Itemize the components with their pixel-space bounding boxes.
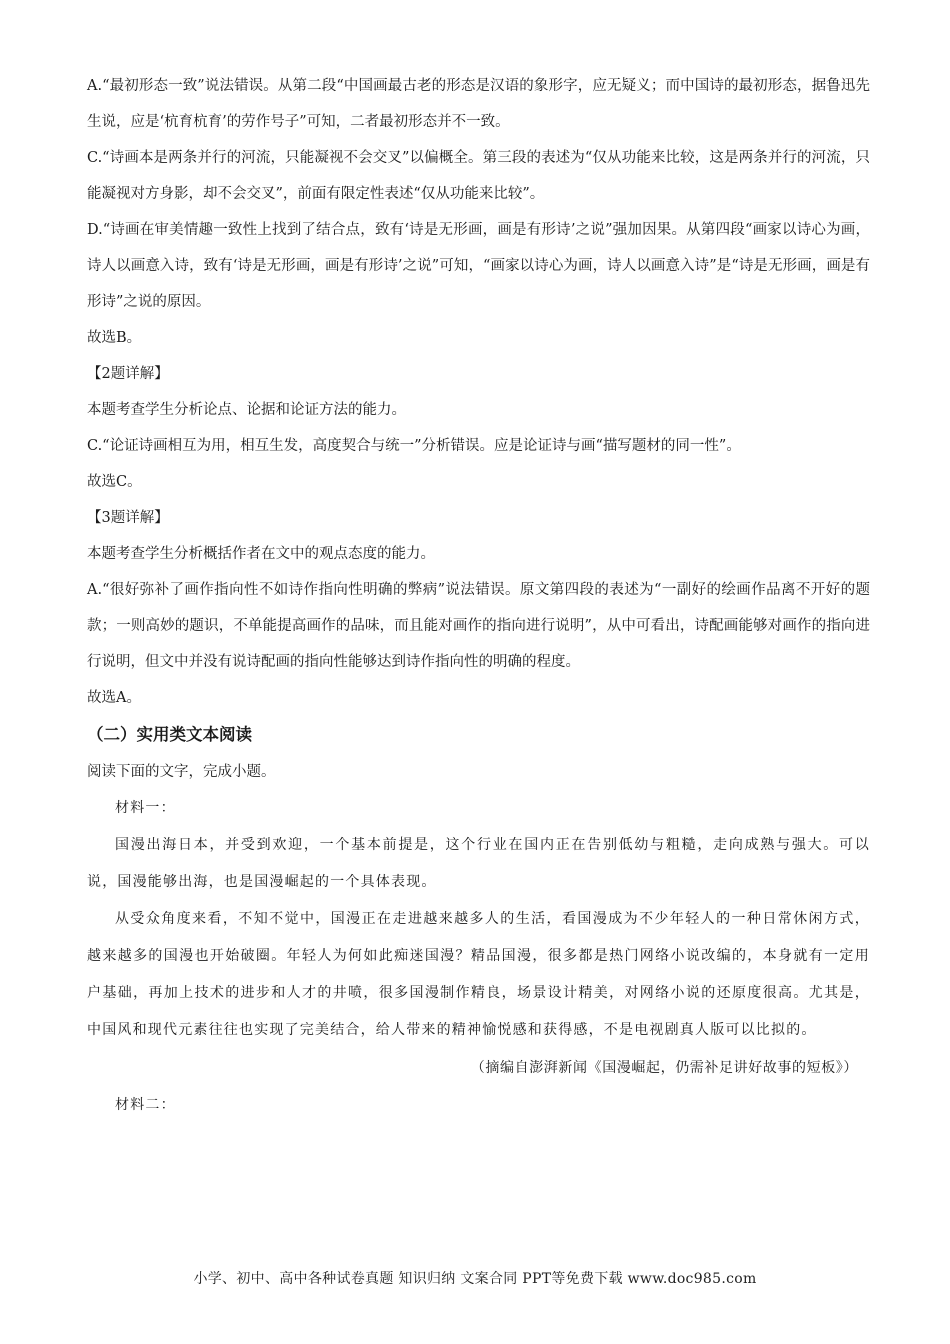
material-1-paragraph-1: 国漫出海日本，并受到欢迎，一个基本前提是，这个行业在国内正在告别低幼与粗糙，走向成熟与强大。可以说，国漫能够出海，也是国漫崛起的一个具体表现。 — [87, 837, 870, 890]
heading-q3-detail: 【3题详解】 — [87, 510, 169, 526]
material-1-source: （摘编自澎湃新闻《国漫崛起，仍需补足讲好故事的短板》） — [470, 1060, 858, 1076]
section-title: （二）实用类文本阅读 — [87, 725, 252, 744]
material-1-title: 材料一： — [115, 800, 176, 816]
analysis-option-a-q1: A.“最初形态一致”说法错误。从第二段“中国画最古老的形态是汉语的象形字，应无疑义；而中国诗的最初形态，据鲁迅先生说，应是‘杭育杭育’的劳作号子”可知，二者最初形态并不一致。 — [87, 78, 870, 130]
analysis-option-a-q3: A.“很好弥补了画作指向性不如诗作指向性明确的弊病”说法错误。原文第四段的表述为“一副好的绘画作品离不开好的题款；一则高妙的题识，不单能提高画作的品味，而且能对画作的指向进行说明”，从中可看出，诗配画能够对画作的指向进行说明，但文中并没有说诗配画的指向性能够达到诗作指向性的明确的程度。 — [87, 582, 870, 670]
question-focus-q2: 本题考查学生分析论点、论据和论证方法的能力。 — [87, 402, 406, 418]
answer-q1: 故选B。 — [87, 330, 142, 346]
document-body — [87, 68, 870, 1124]
heading-q2-detail: 【2题详解】 — [87, 366, 169, 382]
answer-q3: 故选A。 — [87, 690, 141, 706]
analysis-option-c-q2: C.“论证诗画相互为用，相互生发，高度契合与统一”分析错误。应是论证诗与画“描写题材的同一性”。 — [87, 438, 741, 454]
reading-instruction: 阅读下面的文字，完成小题。 — [87, 764, 276, 780]
material-2-title: 材料二： — [115, 1097, 176, 1113]
material-1-paragraph-2: 从受众角度来看，不知不觉中，国漫正在走进越来越多人的生活，看国漫成为不少年轻人的一种日常休闲方式，越来越多的国漫也开始破圈。年轻人为何如此痴迷国漫？精品国漫，很多都是热门网络小说改编的，本身就有一定用户基础，再加上技术的进步和人才的井喷，很多国漫制作精良，场景设计精美，对网络小说的还原度很高。尤其是，中国风和现代元素往往也实现了完美结合，给人带来的精神愉悦感和获得感，不是电视剧真人版可以比拟的。 — [87, 911, 870, 1038]
answer-q2: 故选C。 — [87, 474, 142, 490]
analysis-option-c-q1: C.“诗画本是两条并行的河流，只能凝视不会交叉”以偏概全。第三段的表述为“仅从功能来比较，这是两条并行的河流，只能凝视对方身影，却不会交叉”，前面有限定性表述“仅从功能来比较”。 — [87, 150, 870, 202]
page-footer: 小学、初中、高中各种试卷真题 知识归纳 文案合同 PPT等免费下载 www.doc985.com — [193, 1271, 757, 1287]
analysis-option-d-q1: D.“诗画在审美情趣一致性上找到了结合点，致有‘诗是无形画，画是有形诗’之说”强加因果。从第四段“画家以诗心为画，诗人以画意入诗，致有‘诗是无形画，画是有形诗’之说”可知，“画家以诗心为画，诗人以画意入诗”是“诗是无形画，画是有形诗”之说的原因。 — [87, 222, 870, 310]
question-focus-q3: 本题考查学生分析概括作者在文中的观点态度的能力。 — [87, 546, 435, 562]
